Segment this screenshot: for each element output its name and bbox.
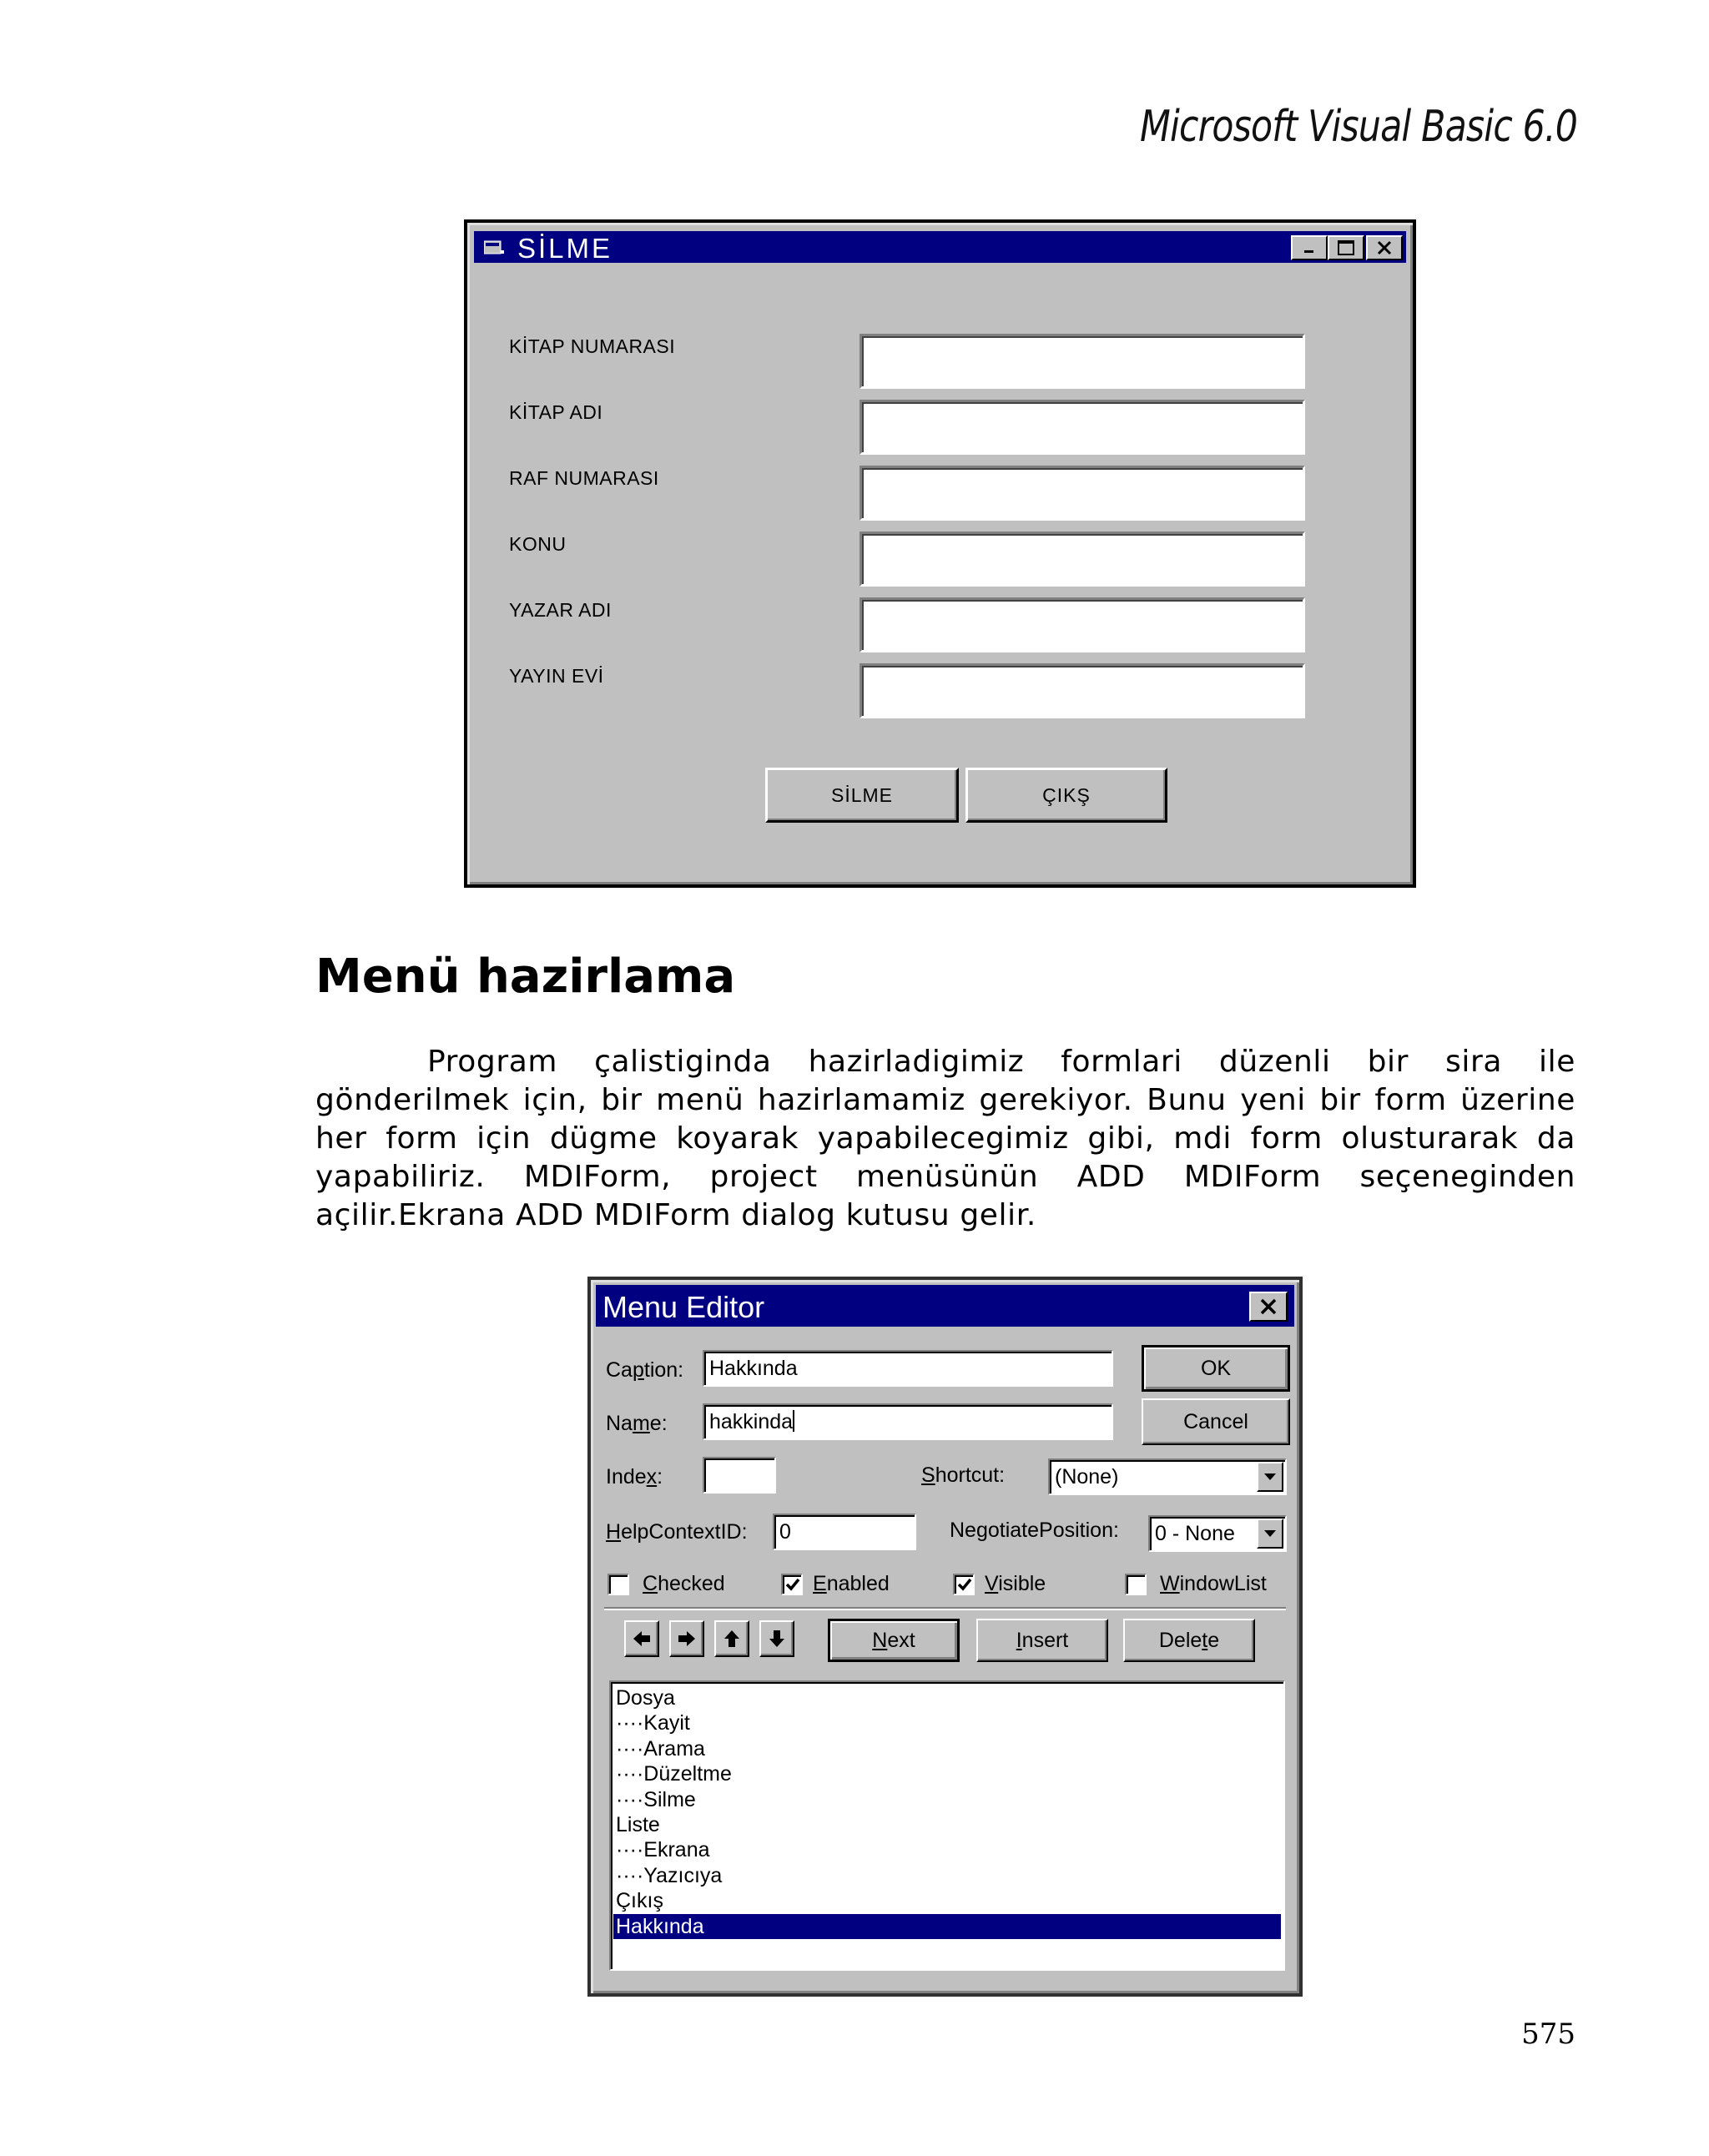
visible-checkbox[interactable] xyxy=(953,1574,975,1595)
insert-button[interactable]: I nsert xyxy=(976,1619,1108,1662)
close-button[interactable] xyxy=(1366,235,1403,260)
caption-label: Caption: xyxy=(606,1358,684,1382)
delete-button[interactable]: Dele t e xyxy=(1123,1619,1255,1662)
move-up-button[interactable] xyxy=(714,1620,749,1657)
kitap-numarasi-input[interactable] xyxy=(860,334,1305,389)
cancel-button[interactable]: Cancel xyxy=(1142,1398,1290,1445)
checked-label: Checked xyxy=(643,1572,725,1595)
yayin-evi-input[interactable] xyxy=(860,663,1305,718)
field-label-konu: KONU xyxy=(509,533,567,555)
form-icon xyxy=(484,239,504,255)
next-button[interactable]: N ext xyxy=(828,1619,960,1662)
list-item[interactable]: ····Kayit xyxy=(616,1711,690,1735)
visible-label: Visible xyxy=(985,1572,1046,1595)
name-input[interactable]: hakkinda xyxy=(703,1403,1113,1440)
list-item[interactable]: ····Ekrana xyxy=(616,1838,710,1862)
enabled-checkbox[interactable] xyxy=(781,1574,803,1595)
arrow-right-icon xyxy=(677,1630,697,1648)
close-icon xyxy=(1259,1298,1278,1315)
help-context-input[interactable]: 0 xyxy=(773,1514,916,1550)
shortcut-label: Shortcut: xyxy=(921,1463,1006,1487)
list-item[interactable]: ····Silme xyxy=(616,1787,696,1811)
windowlist-label: WindowList xyxy=(1160,1572,1267,1595)
yazar-adi-input[interactable] xyxy=(860,597,1305,652)
checkmark-icon xyxy=(784,1577,801,1594)
list-item-selected[interactable]: Hakkında xyxy=(613,1914,1281,1939)
windowlist-checkbox[interactable] xyxy=(1125,1574,1147,1595)
move-down-button[interactable] xyxy=(759,1620,794,1657)
caption-input[interactable]: Hakkında xyxy=(703,1350,1113,1387)
negotiate-dropdown-button[interactable] xyxy=(1257,1519,1283,1549)
running-header: Microsoft Visual Basic 6.0 xyxy=(1139,102,1577,152)
maximize-icon xyxy=(1337,239,1355,256)
section-heading: Menü hazirlama xyxy=(315,950,736,1004)
konu-input[interactable] xyxy=(860,531,1305,587)
index-label: Index: xyxy=(606,1465,663,1489)
silme-title: SİLME xyxy=(517,233,613,264)
arrow-left-icon xyxy=(632,1630,652,1648)
close-icon xyxy=(1376,240,1393,255)
field-label-yayin-evi: YAYIN EVİ xyxy=(509,665,604,687)
checked-checkbox[interactable] xyxy=(607,1574,629,1595)
minimize-icon xyxy=(1302,241,1317,254)
name-label: Name: xyxy=(606,1412,668,1435)
list-item[interactable]: ····Arama xyxy=(616,1736,705,1761)
silme-button[interactable]: SİLME xyxy=(765,768,959,823)
negotiate-position-label: NegotiatePosition: xyxy=(950,1519,1119,1542)
enabled-label: Enabled xyxy=(813,1572,890,1595)
arrow-up-icon xyxy=(723,1629,741,1649)
list-item[interactable]: Dosya xyxy=(616,1686,675,1710)
minimize-button[interactable] xyxy=(1291,235,1328,260)
menu-items-list[interactable] xyxy=(609,1680,1285,1971)
text-caret xyxy=(793,1410,794,1432)
menu-editor-close-button[interactable] xyxy=(1249,1292,1288,1322)
maximize-button[interactable] xyxy=(1328,235,1364,260)
move-left-button[interactable] xyxy=(624,1620,659,1657)
body-paragraph: Program çalistiginda hazirladigimiz formlari düzenli bir sira ile gönderilmek için, bir menü hazirlamamiz gerekiyor. Bunu yeni bir form üzerine her form için dügme koyarak yapabilecegimiz gibi, mdi form olusturarak da yapabiliriz. MDIForm, project menüsünün ADD MDIForm seçeneginden açilir.Ekrana ADD MDIForm dialog kutusu gelir. xyxy=(315,1045,1575,1232)
list-item[interactable]: Çıkış xyxy=(616,1889,663,1913)
help-context-label: HelpContextID: xyxy=(606,1520,748,1544)
checkmark-icon xyxy=(956,1577,973,1594)
field-label-kitap-numarasi: KİTAP NUMARASI xyxy=(509,335,676,357)
menu-editor-title: Menu Editor xyxy=(602,1290,765,1324)
raf-numarasi-input[interactable] xyxy=(860,466,1305,521)
list-item[interactable]: ····Yazıcıya xyxy=(616,1863,723,1887)
arrow-down-icon xyxy=(768,1629,786,1649)
menu-editor-dialog xyxy=(587,1277,1303,1997)
field-label-kitap-adi: KİTAP ADI xyxy=(509,401,603,423)
page-number: 575 xyxy=(1521,2017,1575,2051)
menu-editor-title-bar[interactable] xyxy=(596,1285,1294,1327)
chevron-down-icon xyxy=(1263,1529,1277,1538)
list-item[interactable]: ····Düzeltme xyxy=(616,1762,732,1786)
list-item[interactable]: Liste xyxy=(616,1812,660,1836)
kitap-adi-input[interactable] xyxy=(860,400,1305,455)
separator xyxy=(604,1607,1286,1610)
shortcut-dropdown-button[interactable] xyxy=(1257,1462,1283,1492)
field-label-yazar-adi: YAZAR ADI xyxy=(509,599,612,621)
shortcut-select[interactable]: (None) xyxy=(1048,1458,1287,1495)
silme-window xyxy=(464,219,1416,888)
negotiate-position-select[interactable]: 0 - None xyxy=(1148,1515,1287,1552)
index-input[interactable] xyxy=(703,1457,776,1494)
field-label-raf-numarasi: RAF NUMARASI xyxy=(509,467,659,489)
silme-title-bar[interactable] xyxy=(474,231,1406,263)
cikis-button[interactable]: ÇIKŞ xyxy=(965,768,1167,823)
move-right-button[interactable] xyxy=(669,1620,704,1657)
ok-button[interactable]: OK xyxy=(1142,1345,1290,1392)
chevron-down-icon xyxy=(1263,1473,1277,1481)
